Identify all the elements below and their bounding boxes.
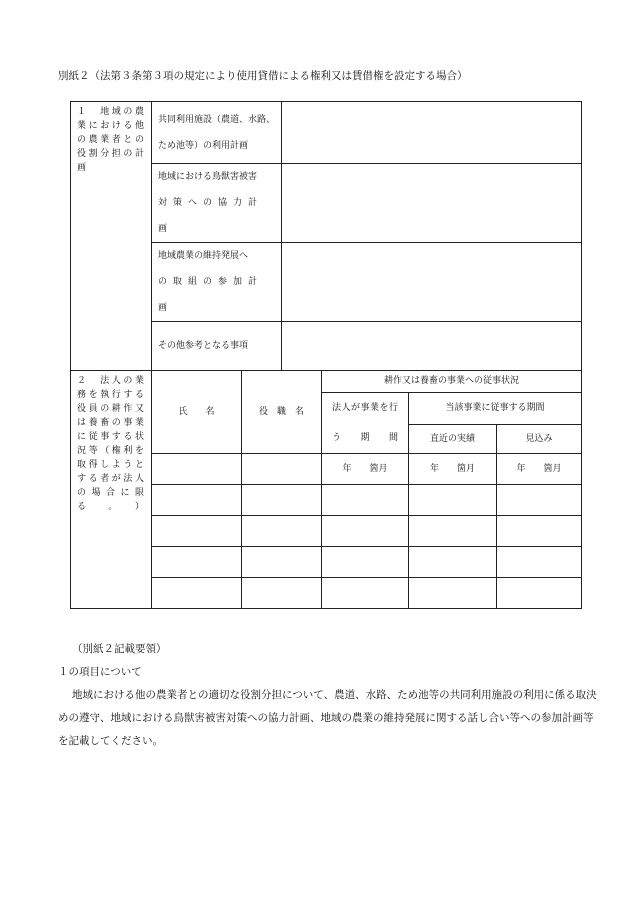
recent-results-cell[interactable] xyxy=(409,547,497,578)
section1-label: １ 地域の農業における他の農業者との役割分担の計画 xyxy=(71,102,152,371)
business-period-cell[interactable] xyxy=(322,547,409,578)
forecast-cell[interactable] xyxy=(497,578,582,609)
notes-body: 地域における他の農業者との適切な役割分担について、農道、水路、ため池等の共同利用施設の利用に係る取決めの遵守、地域における鳥獣害被害対策への協力計画、地域の農業の維持発展に関する話し合い等への参加計画等を記載してください。 xyxy=(58,689,597,747)
business-period-cell[interactable]: 年 箇月 xyxy=(322,454,409,485)
notes-title: （別紙２記載要領） xyxy=(72,643,167,655)
name-column-header: 氏 名 xyxy=(152,371,242,454)
section1-item-entry[interactable] xyxy=(282,243,582,322)
section1-row-shared-facilities xyxy=(71,102,582,164)
section1-item-entry[interactable] xyxy=(282,102,582,164)
business-period-cell[interactable] xyxy=(322,578,409,609)
recent-results-cell[interactable] xyxy=(409,516,497,547)
business-period-cell[interactable] xyxy=(322,516,409,547)
section1-item-label: 共同利用施設（農道、水路、 ため池等）の利用計画 xyxy=(152,102,282,164)
name-cell[interactable] xyxy=(152,547,242,578)
name-cell[interactable] xyxy=(152,516,242,547)
position-cell[interactable] xyxy=(242,516,322,547)
recent-results-cell[interactable] xyxy=(409,485,497,516)
position-column-header: 役 職 名 xyxy=(242,371,322,454)
form-table xyxy=(70,101,582,609)
recent-results-cell[interactable]: 年 箇月 xyxy=(409,454,497,485)
notes-section xyxy=(58,638,598,753)
forecast-cell[interactable] xyxy=(497,547,582,578)
forecast-cell[interactable]: 年 箇月 xyxy=(497,454,582,485)
position-cell[interactable] xyxy=(242,578,322,609)
section1-item-label: その他参考となる事項 xyxy=(152,322,282,371)
page-header: 別紙２（法第３条第３項の規定により使用貸借による権利又は賃借権を設定する場合） xyxy=(58,70,468,82)
forecast-cell[interactable] xyxy=(497,485,582,516)
section1-item-label: 地域における鳥獣害被害 対策への協力計画 xyxy=(152,164,282,243)
engaged-period-header: 当該事業に従事する期間 xyxy=(409,393,582,425)
position-cell[interactable] xyxy=(242,485,322,516)
section1-item-entry[interactable] xyxy=(282,322,582,371)
section1-item-label: 地域農業の維持発展へ の取組の参加計画 xyxy=(152,243,282,322)
recent-results-cell[interactable] xyxy=(409,578,497,609)
notes-subtitle: １の項目について xyxy=(58,666,142,678)
section2-header-row xyxy=(71,371,582,393)
engagement-status-header: 耕作又は養畜の事業への従事状況 xyxy=(322,371,582,393)
forecast-header: 見込み xyxy=(497,425,582,454)
business-period-header: 法人が事業を行 う期間 xyxy=(322,393,409,454)
recent-results-header: 直近の実績 xyxy=(409,425,497,454)
position-cell[interactable] xyxy=(242,454,322,485)
section1-item-entry[interactable] xyxy=(282,164,582,243)
forecast-cell[interactable] xyxy=(497,516,582,547)
name-cell[interactable] xyxy=(152,485,242,516)
section2-label: ２ 法人の業務を執行する役員の耕作又は養畜の事業に従事する状況等（権利を取得しようとする者が法人の場合に限る。） xyxy=(71,371,152,609)
position-cell[interactable] xyxy=(242,547,322,578)
name-cell[interactable] xyxy=(152,578,242,609)
business-period-cell[interactable] xyxy=(322,485,409,516)
name-cell[interactable] xyxy=(152,454,242,485)
